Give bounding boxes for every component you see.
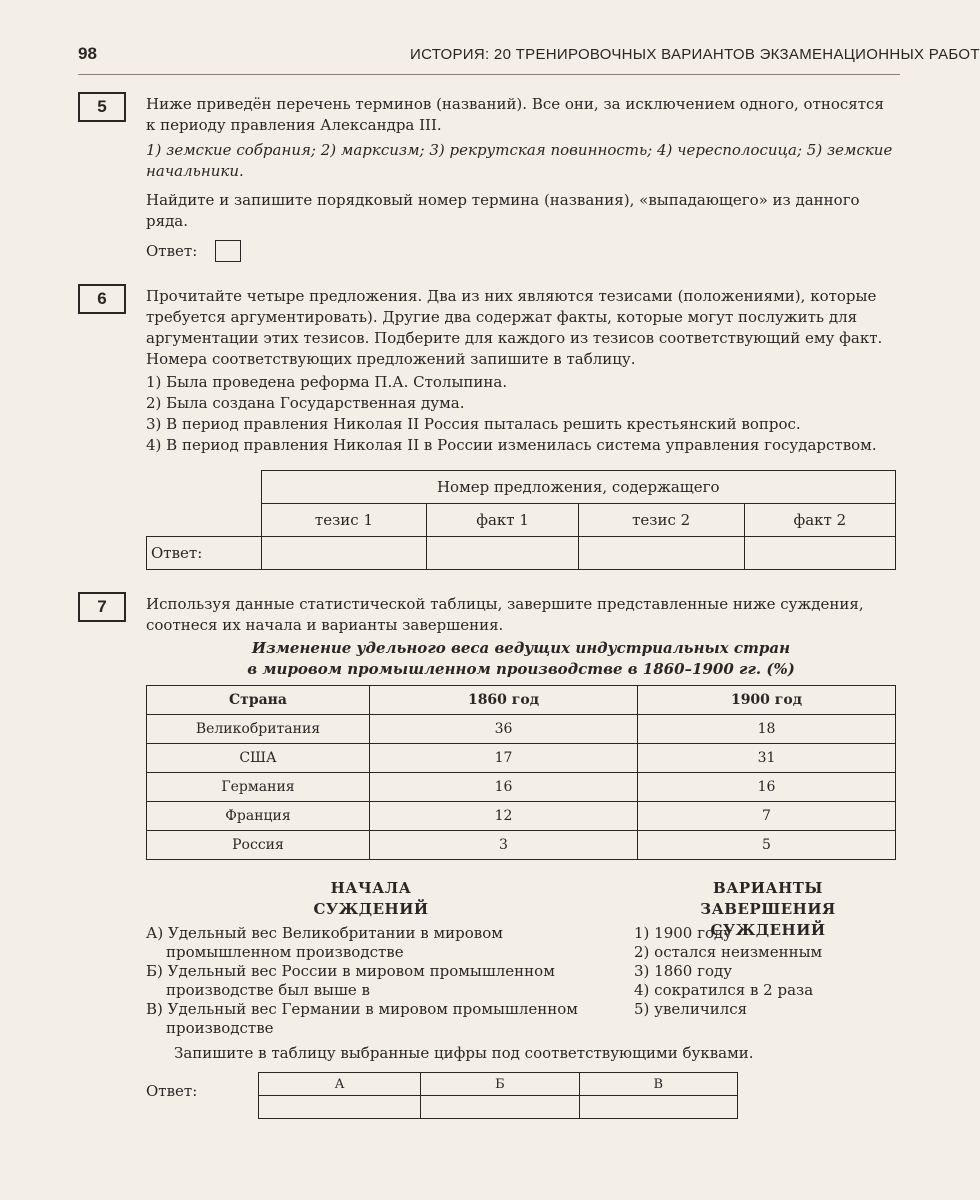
column-thesis-2: тезис 2	[578, 504, 744, 537]
judgement-start: А) Удельный вес Великобритании в мировом промышленном производстве	[146, 924, 503, 961]
stats-title-line-1: Изменение удельного веса ведущих индустриальных стран	[251, 639, 791, 657]
judgement-endings-list	[634, 924, 894, 1019]
country-cell: Германия	[147, 773, 370, 802]
starts-heading	[286, 878, 456, 920]
task-6-answer-table	[146, 470, 896, 570]
column-fact-2: факт 2	[744, 504, 895, 537]
answer-cell-a[interactable]	[259, 1096, 421, 1119]
answer-cell-fact-1[interactable]	[427, 537, 578, 570]
header-divider	[78, 74, 900, 75]
country-cell: Франция	[147, 802, 370, 831]
answer-letter-a: А	[259, 1073, 421, 1096]
task-6-table-header: Номер предложения, содержащего	[261, 471, 896, 504]
task-5-answer-row	[146, 240, 896, 262]
answer-letter-v: В	[579, 1073, 737, 1096]
task-6-body	[146, 286, 896, 456]
task-5-question: Найдите и запишите порядковый номер термина (названия), «выпадающего» из данного ряда.	[146, 191, 860, 230]
column-fact-1: факт 1	[427, 504, 578, 537]
table-row	[147, 802, 896, 831]
table-row	[147, 744, 896, 773]
running-title: ИСТОРИЯ: 20 ТРЕНИРОВОЧНЫХ ВАРИАНТОВ ЭКЗАМЕНАЦИОННЫХ РАБОТ	[410, 46, 980, 63]
judgement-start: В) Удельный вес Германии в мировом промышленном производстве	[146, 1000, 578, 1037]
task-5-intro: Ниже приведён перечень терминов (названий). Все они, за исключением одного, относятся к периоду правления Александра III.	[146, 95, 884, 134]
stats-title-line-2: в мировом промышленном производстве в 1860–1900 гг. (%)	[247, 660, 795, 678]
task-5-answer-label: Ответ:	[146, 241, 198, 260]
page-number: 98	[78, 44, 97, 63]
value-1860: 17	[370, 744, 638, 773]
value-1860: 12	[370, 802, 638, 831]
task-6-sentence: 2) Была создана Государственная дума.	[146, 394, 465, 412]
judgement-start: Б) Удельный вес России в мировом промышленном производстве был выше в	[146, 962, 555, 999]
value-1860: 3	[370, 831, 638, 860]
judgement-ending: 5) увеличился	[634, 1000, 748, 1018]
header-country: Страна	[147, 686, 370, 715]
judgement-ending: 1) 1900 году	[634, 924, 733, 942]
answer-cell-fact-2[interactable]	[744, 537, 895, 570]
table-row	[147, 715, 896, 744]
task-6-sentence: 3) В период правления Николая II Россия пыталась решить крестьянский вопрос.	[146, 415, 801, 433]
endings-heading-line-2: ЗАВЕРШЕНИЯ СУЖДЕНИЙ	[700, 900, 836, 939]
country-cell: США	[147, 744, 370, 773]
task-5-body	[146, 94, 896, 262]
task-5-terms: 1) земские собрания; 2) марксизм; 3) рекрутская повинность; 4) чересполосица; 5) земские начальники.	[146, 141, 893, 180]
answer-letter-b: Б	[421, 1073, 579, 1096]
country-cell: Россия	[147, 831, 370, 860]
task-6-number: 6	[78, 284, 126, 314]
value-1900: 18	[638, 715, 896, 744]
task-6-intro: Прочитайте четыре предложения. Два из них являются тезисами (положениями), которые требуется аргументировать). Другие два содержат факты, которые могут послужить для аргументации этих тезисов. Подберите для каждого из тезисов соответствующий ему факт. Номера соответствующих предложений запишите в таблицу.	[146, 287, 883, 368]
column-thesis-1: тезис 1	[261, 504, 427, 537]
value-1900: 5	[638, 831, 896, 860]
starts-heading-line-1: НАЧАЛА	[330, 879, 412, 897]
task-6-sentence: 1) Была проведена реформа П.А. Столыпина.	[146, 373, 508, 391]
task-7-answer-label: Ответ:	[146, 1082, 198, 1100]
endings-heading-line-1: ВАРИАНТЫ	[713, 879, 823, 897]
table-row	[147, 831, 896, 860]
task-7-intro: Используя данные статистической таблицы, завершите представленные ниже суждения, соотнеся их начала и варианты завершения.	[146, 595, 864, 634]
task-6-sentence: 4) В период правления Николая II в России изменилась система управления государством.	[146, 436, 877, 454]
statistics-table	[146, 685, 896, 860]
task-5-answer-box[interactable]	[215, 240, 241, 262]
answer-cell-b[interactable]	[421, 1096, 579, 1119]
task-7-instruction: Запишите в таблицу выбранные цифры под соответствующими буквами.	[174, 1044, 754, 1062]
value-1860: 36	[370, 715, 638, 744]
task-6-answer-label: Ответ:	[147, 537, 262, 570]
answer-cell-v[interactable]	[579, 1096, 737, 1119]
value-1900: 31	[638, 744, 896, 773]
country-cell: Великобритания	[147, 715, 370, 744]
task-5-number: 5	[78, 92, 126, 122]
starts-heading-line-2: СУЖДЕНИЙ	[313, 900, 429, 918]
judgement-ending: 2) остался неизменным	[634, 943, 823, 961]
task-7-answer-table	[258, 1072, 738, 1119]
task-7-number: 7	[78, 592, 126, 622]
judgement-ending: 4) сократился в 2 раза	[634, 981, 814, 999]
header-1860: 1860 год	[370, 686, 638, 715]
value-1900: 16	[638, 773, 896, 802]
table-row	[147, 773, 896, 802]
answer-cell-thesis-1[interactable]	[261, 537, 427, 570]
judgement-starts-list	[146, 924, 596, 1038]
header-1900: 1900 год	[638, 686, 896, 715]
answer-cell-thesis-2[interactable]	[578, 537, 744, 570]
value-1900: 7	[638, 802, 896, 831]
value-1860: 16	[370, 773, 638, 802]
task-6-sentence-list	[146, 372, 896, 456]
stats-table-title	[146, 638, 896, 680]
judgement-ending: 3) 1860 году	[634, 962, 733, 980]
